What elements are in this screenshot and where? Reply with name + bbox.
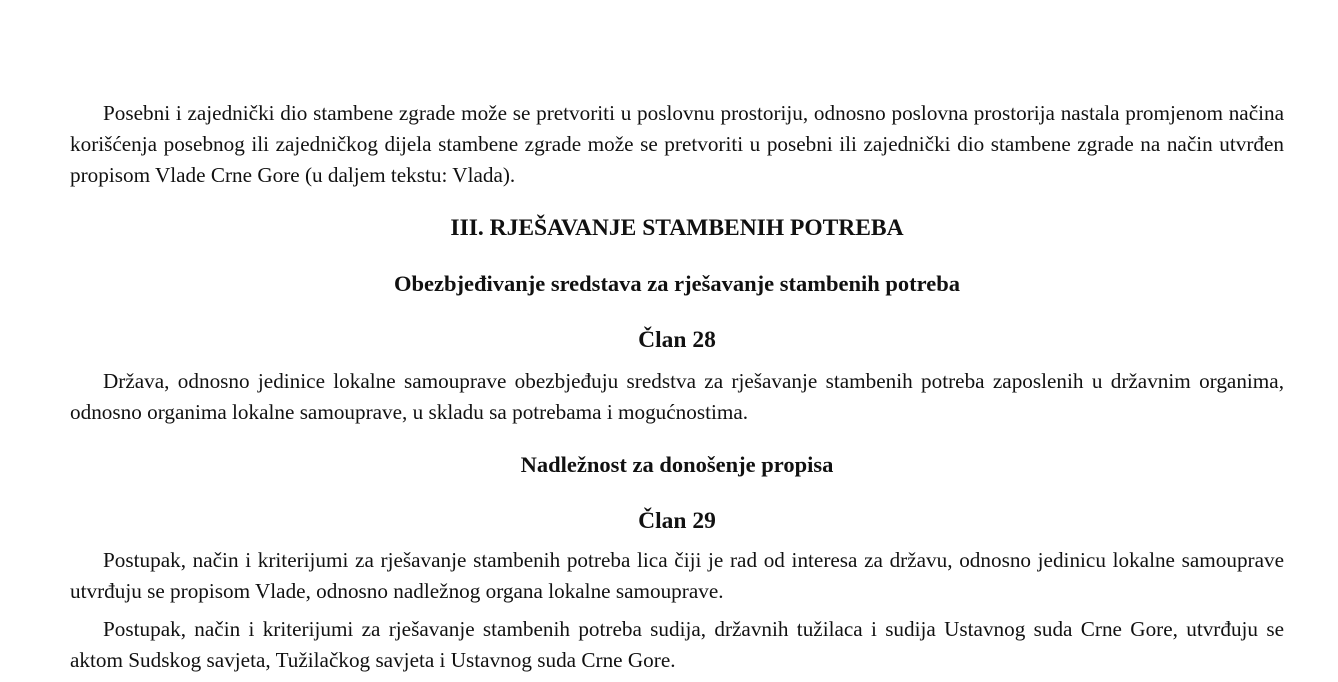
intro-paragraph: Posebni i zajednički dio stambene zgrade može se pretvoriti u poslovnu prostoriju, odnosno poslovna prostorija nastala promjenom načina korišćenja posebnog ili zajedničkog dijela stambene zgrade može se pretvoriti u posebni ili zajednički dio stambene zgrade na način utvrđen propisom Vlade Crne Gore (u daljem tekstu: Vlada). [70,101,1284,187]
article-29-heading: Član 29 [638,508,716,534]
heading-competence: Nadležnost za donošenje propisa [520,452,834,477]
article-29-paragraph-2: Postupak, način i kriterijumi za rješavanje stambenih potreba sudija, državnih tužilaca i sudija Ustavnog suda Crne Gore, utvrđuju se aktom Sudskog savjeta, Tužilačkog savjeta i Ustavnog suda Crne Gore. [70,617,1284,672]
article-28-heading: Član 28 [638,327,716,353]
section-heading: III. RJEŠAVANJE STAMBENIH POTREBA [450,215,904,241]
heading-funding: Obezbjeđivanje sredstava za rješavanje stambenih potreba [393,271,960,296]
article-29-paragraph-1: Postupak, način i kriterijumi za rješavanje stambenih potreba lica čiji je rad od interesa za državu, odnosno jedinicu lokalne samouprave utvrđuju se propisom Vlade, odnosno nadležnog organa lokalne samouprave. [70,548,1284,603]
article-28-paragraph: Država, odnosno jedinice lokalne samouprave obezbjeđuju sredstva za rješavanje stambenih potreba zaposlenih u državnim organima, odnosno organima lokalne samouprave, u skladu sa potrebama i mogućnostima. [70,369,1284,424]
